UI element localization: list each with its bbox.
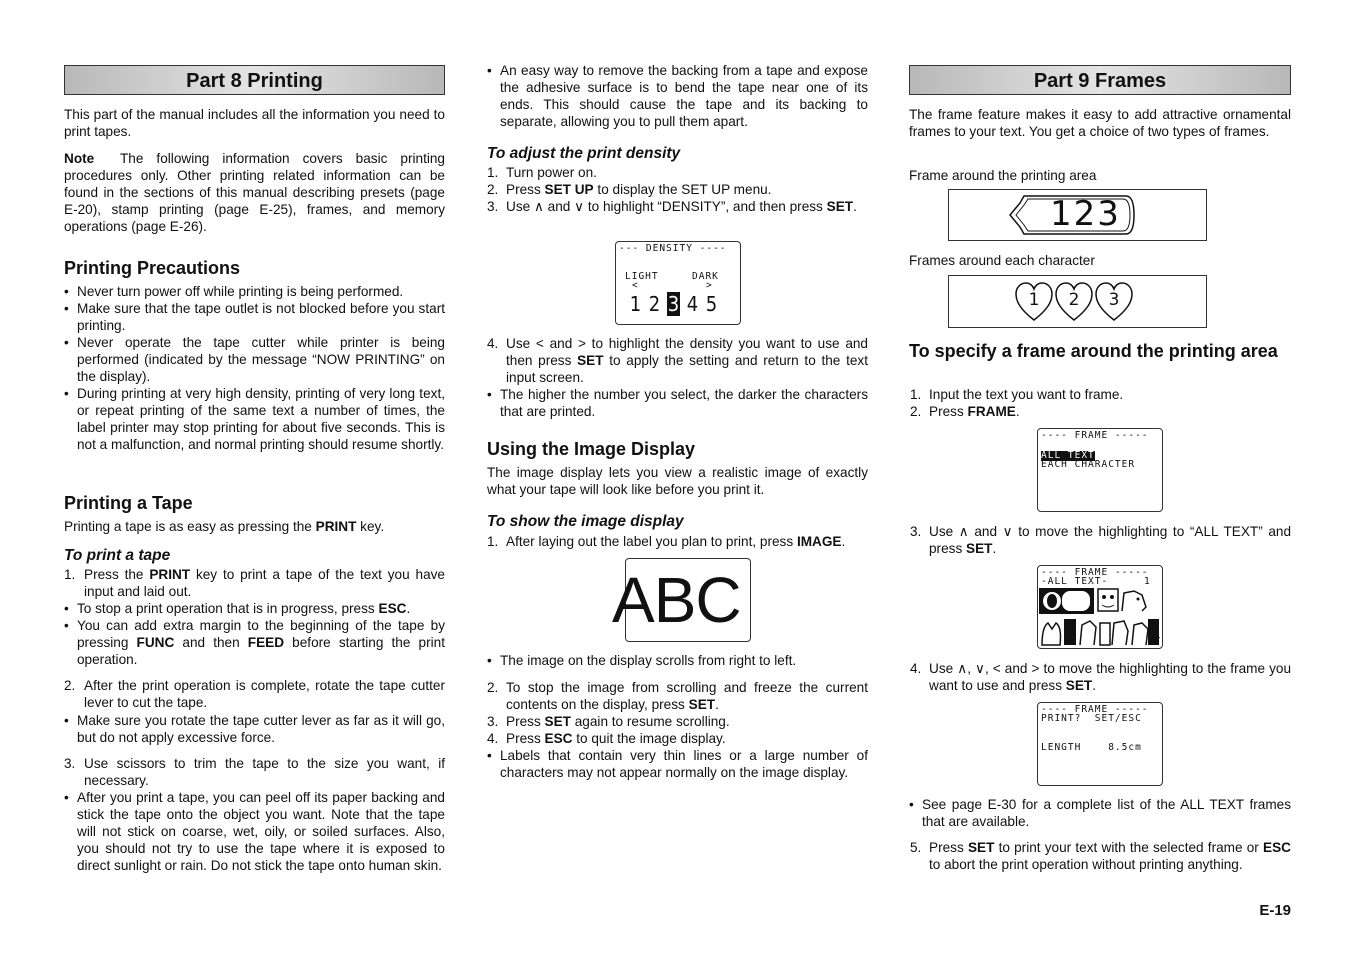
each-character-option: EACH CHARACTER bbox=[1041, 459, 1136, 470]
note-text: The following information covers basic printing procedures only. Other printing related information can be found in the sections of this manual describing presets (page E-20), stamp printing (page E-25), frames, and memory operations (page E-26). bbox=[64, 151, 445, 234]
list-item: • The image on the display scrolls from right to left. bbox=[487, 653, 797, 668]
step-2: 2. After the print operation is complete, rotate the tape cutter lever to cut the tape. bbox=[64, 678, 445, 710]
density-levels bbox=[626, 292, 721, 316]
image-step-3: 3. Press SET again to resume scrolling. bbox=[487, 714, 730, 729]
list-item: • Labels that contain very thin lines or a large number of characters may not appear normally on the image display. bbox=[487, 748, 868, 780]
all-text-option: ALL TEXT bbox=[1041, 450, 1095, 461]
down-arrow-icon: ∨ bbox=[975, 661, 985, 676]
list-item: • An easy way to remove the backing from a tape and expose the adhesive surface is to bend the tape near one of its ends. This should cause the tape and its backing to separate, allowing you to pull them apart. bbox=[487, 63, 868, 129]
image-display-text: ABC bbox=[612, 564, 741, 636]
list-item: • During printing at very high density, printing of very long text, or repeat printing of the same text a number of times, the label printer may stop printing for about five seconds. This is not a malfunction, and normal printing should resume shortly. bbox=[64, 386, 445, 452]
right-arrow-icon: > bbox=[1031, 661, 1040, 676]
up-arrow-icon: ∧ bbox=[533, 199, 544, 214]
adjust-density-heading: To adjust the print density bbox=[487, 145, 681, 162]
density-step-1: 1. Turn power on. bbox=[487, 165, 597, 180]
list-item: • Never turn power off while printing is being performed. bbox=[64, 284, 404, 299]
frame-step-5: 5. Press SET to print your text with the selected frame or ESC to abort the print operation without printing anything. bbox=[910, 840, 1291, 872]
density-lcd: --- DENSITY ---- LIGHT DARK < > 1 2 3 4 5 bbox=[615, 241, 741, 325]
density-step-3: 3. Use ∧ and ∨ to highlight “DENSITY”, and then press SET. bbox=[487, 199, 857, 214]
density-step-4: 4. Use < and > to highlight the density you want to use and then press SET to apply the setting and return to the text input screen. bbox=[487, 336, 868, 385]
image-step-4: 4. Press ESC to quit the image display. bbox=[487, 731, 726, 746]
image-intro: The image display lets you view a realistic image of exactly what your tape will look like before you print it. bbox=[487, 465, 868, 497]
heart-char: 1 bbox=[1028, 290, 1040, 310]
heart-frame-char bbox=[1015, 282, 1053, 322]
tape-intro: Printing a tape is as easy as pressing the PRINT key. bbox=[64, 519, 385, 534]
left-arrow-icon: < bbox=[992, 661, 1001, 676]
frame-select-lcd: ---- FRAME ----- -ALL TEXT- 1 bbox=[1037, 565, 1163, 649]
step-1: 1. Press the PRINT key to print a tape of the text you have input and laid out. bbox=[64, 567, 445, 599]
heart-frame-char bbox=[1055, 282, 1093, 322]
list-item: • Never operate the tape cutter while printer is being performed (indicated by the message “NOW PRINTING” on the display). bbox=[64, 335, 445, 384]
density-step-2: 2. Press SET UP to display the SET UP menu. bbox=[487, 182, 772, 197]
heart-char: 2 bbox=[1068, 290, 1080, 310]
up-arrow-icon: ∧ bbox=[957, 661, 968, 676]
part8-banner: Part 8 Printing bbox=[64, 65, 445, 95]
density-level: 2 bbox=[648, 292, 661, 316]
image-display-heading: Using the Image Display bbox=[487, 439, 696, 459]
part9-intro: The frame feature makes it easy to add attractive ornamental frames to your text. You get a choice of two types of frames. bbox=[909, 107, 1291, 139]
image-step-2: 2. To stop the image from scrolling and freeze the current contents on the display, press SET. bbox=[487, 680, 868, 712]
step-3: 3. Use scissors to trim the tape to the size you want, if necessary. bbox=[64, 756, 445, 788]
printing-a-tape-heading: Printing a Tape bbox=[64, 493, 193, 513]
frame-step-3: 3. Use ∧ and ∨ to move the highlighting to “ALL TEXT” and press SET. bbox=[910, 524, 1292, 556]
image-display-preview bbox=[612, 558, 751, 642]
density-level: 1 bbox=[629, 292, 642, 316]
frame-pictograms-icon bbox=[1038, 587, 1160, 647]
down-arrow-icon: ∨ bbox=[574, 199, 585, 214]
list-item: • To stop a print operation that is in progress, press ESC. bbox=[64, 601, 411, 616]
list-item: • Make sure you rotate the tape cutter lever as far as it will go, but do not apply excessive force. bbox=[64, 713, 445, 745]
specify-frame-heading: To specify a frame around the printing area bbox=[909, 341, 1278, 361]
frame-around-area-sample bbox=[948, 189, 1207, 241]
show-image-heading: To show the image display bbox=[487, 513, 684, 530]
frame-step-1: 1. Input the text you want to frame. bbox=[910, 387, 1124, 402]
list-item: • Make sure that the tape outlet is not blocked before you start printing. bbox=[64, 301, 445, 333]
printing-precautions-heading: Printing Precautions bbox=[64, 258, 241, 278]
density-level: 5 bbox=[705, 292, 718, 316]
print-confirm-lcd: ---- FRAME ----- PRINT? SET/ESC LENGTH 8.5cm bbox=[1037, 702, 1163, 786]
density-level: 4 bbox=[686, 292, 699, 316]
frame-step-2: 2. Press FRAME. bbox=[910, 404, 1020, 419]
frame-step-4: 4. Use ∧, ∨, < and > to move the highlighting to the frame you want to use and press SET. bbox=[910, 661, 1292, 693]
density-level: 3 bbox=[667, 292, 680, 316]
part9-banner: Part 9 Frames bbox=[909, 65, 1291, 95]
frame2-caption: Frames around each character bbox=[909, 253, 1095, 268]
part8-note bbox=[64, 150, 445, 235]
list-item: • After you print a tape, you can peel off its paper backing and stick the tape onto the object you want. Note that the tape will not stick on coarse, wet, oily, or soiled surfaces. Also, you should not try to use the tape where it is exposed to direct sunlight or rain. Do not stick the tape onto human skin. bbox=[64, 790, 445, 873]
list-item: • You can add extra margin to the beginning of the tape by pressing FUNC and then FEED before starting the print operation. bbox=[64, 618, 445, 667]
image-step-1: 1. After laying out the label you plan to print, press IMAGE. bbox=[487, 534, 846, 549]
frame1-text: 123 bbox=[1050, 194, 1121, 234]
up-arrow-icon: ∧ bbox=[958, 524, 969, 539]
heart-char: 3 bbox=[1108, 290, 1120, 310]
heart-frame-char bbox=[1095, 282, 1133, 322]
down-arrow-icon: ∨ bbox=[1002, 524, 1013, 539]
page-number: E-19 bbox=[1259, 902, 1291, 919]
frame-each-char-sample bbox=[948, 275, 1207, 328]
frame1-caption: Frame around the printing area bbox=[909, 168, 1097, 183]
note-label: Note bbox=[64, 151, 95, 166]
frame-menu-lcd: ---- FRAME ----- ALL TEXT EACH CHARACTER bbox=[1037, 428, 1163, 512]
part8-intro: This part of the manual includes all the information you need to print tapes. bbox=[64, 107, 445, 139]
to-print-a-tape-heading: To print a tape bbox=[64, 547, 171, 564]
list-item: • See page E-30 for a complete list of the ALL TEXT frames that are available. bbox=[909, 797, 1291, 829]
right-arrow-icon: > bbox=[578, 336, 586, 351]
list-item: • The higher the number you select, the darker the characters that are printed. bbox=[487, 387, 868, 419]
left-arrow-icon: < bbox=[535, 336, 544, 351]
